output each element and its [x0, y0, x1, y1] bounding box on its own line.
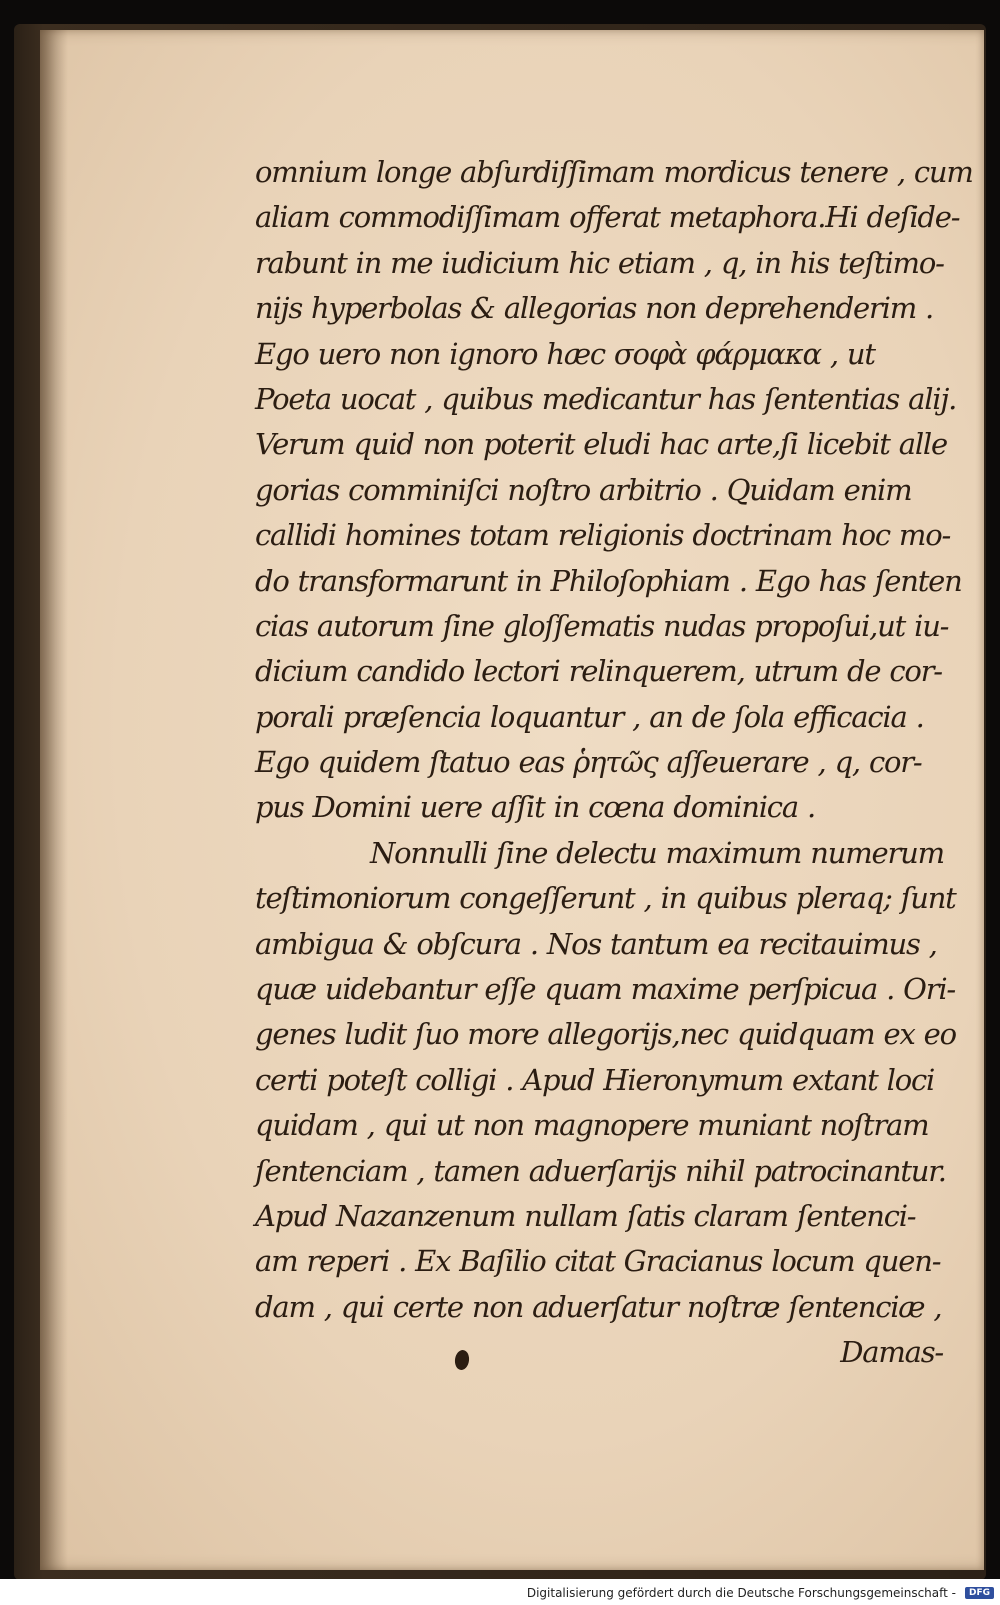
- text-line: genes ludit ſuo more allegoriјs,nec quidquam ex eo: [255, 1017, 956, 1052]
- catchword: Damas-: [840, 1335, 943, 1370]
- text-line: callidi homines totam religionis doctrinam hoc mo-: [255, 518, 951, 553]
- text-line: ſentenciam , tamen aduerſariјs nihil patrocinantur.: [255, 1153, 946, 1188]
- text-line: Apud Nazanzenum nullam ſatis claram ſentenci-: [255, 1198, 916, 1233]
- text-line: rabunt in me iudicium hic etiam , q, in his teſtimo-: [255, 245, 944, 280]
- text-line: certi poteſt colligi . Apud Hieronymum extant loci: [255, 1062, 935, 1097]
- paragraph-start-line: Nonnulli ſine delectu maximum numerum: [370, 835, 944, 870]
- text-line: quidam , qui ut non magnopere muniant noſtram: [255, 1108, 929, 1143]
- text-line: Ego uero non ignoro hæc σοφὰ φάρμακα , ut: [255, 336, 875, 371]
- text-line: Poeta uocat , quibus medicantur has ſententias aliј.: [255, 381, 957, 416]
- text-line: cias autorum ſine gloſſematis nudas propoſui,ut iu-: [255, 608, 949, 643]
- text-line: quæ uidebantur eſſe quam maxime perſpicua . Ori-: [255, 972, 956, 1007]
- text-line: Ego quidem ſtatuo eas ῥητῶς aſſeuerare , q, cor-: [255, 745, 922, 780]
- text-line: porali præſencia loquantur , an de ſola efficacia .: [255, 699, 924, 734]
- text-line: niјs hyperbolas & allegorias non deprehenderim .: [255, 291, 934, 326]
- text-line: gorias comminiſci noſtro arbitrio . Quidam enim: [255, 472, 912, 507]
- footer-bar: [0, 1579, 1000, 1605]
- text-line: do transformarunt in Philoſophiam . Ego has ſenten: [255, 563, 962, 598]
- text-line: Verum quid non poterit eludi hac arte,ſi licebit alle: [255, 427, 947, 462]
- text-line: dicium candido lectori relinquerem, utrum de cor-: [255, 654, 942, 689]
- text-line: ambigua & obſcura . Nos tantum ea recitauimus ,: [255, 926, 937, 961]
- dfg-logo-icon: DFG: [965, 1587, 994, 1599]
- footer-credit: Digitalisierung gefördert durch die Deutsche Forschungsgemeinschaft -: [526, 1586, 956, 1600]
- text-line: teſtimoniorum congeſſerunt , in quibus pleraq; ſunt: [255, 881, 956, 916]
- text-line: aliam commodiſſimam offerat metaphora.Hi deſide-: [255, 200, 960, 235]
- text-line: dam , qui certe non aduerſatur noſtræ ſentenciæ ,: [255, 1289, 942, 1324]
- page-gutter-shadow: [40, 30, 68, 1570]
- text-line: pus Domini uere aſſit in cœna dominica .: [255, 790, 815, 825]
- text-line: am reperi . Ex Baſilio citat Gracianus locum quen-: [255, 1244, 941, 1279]
- page-text: [255, 150, 973, 1376]
- text-line: omnium longe abſurdiſſimam mordicus tenere , cum: [255, 155, 973, 189]
